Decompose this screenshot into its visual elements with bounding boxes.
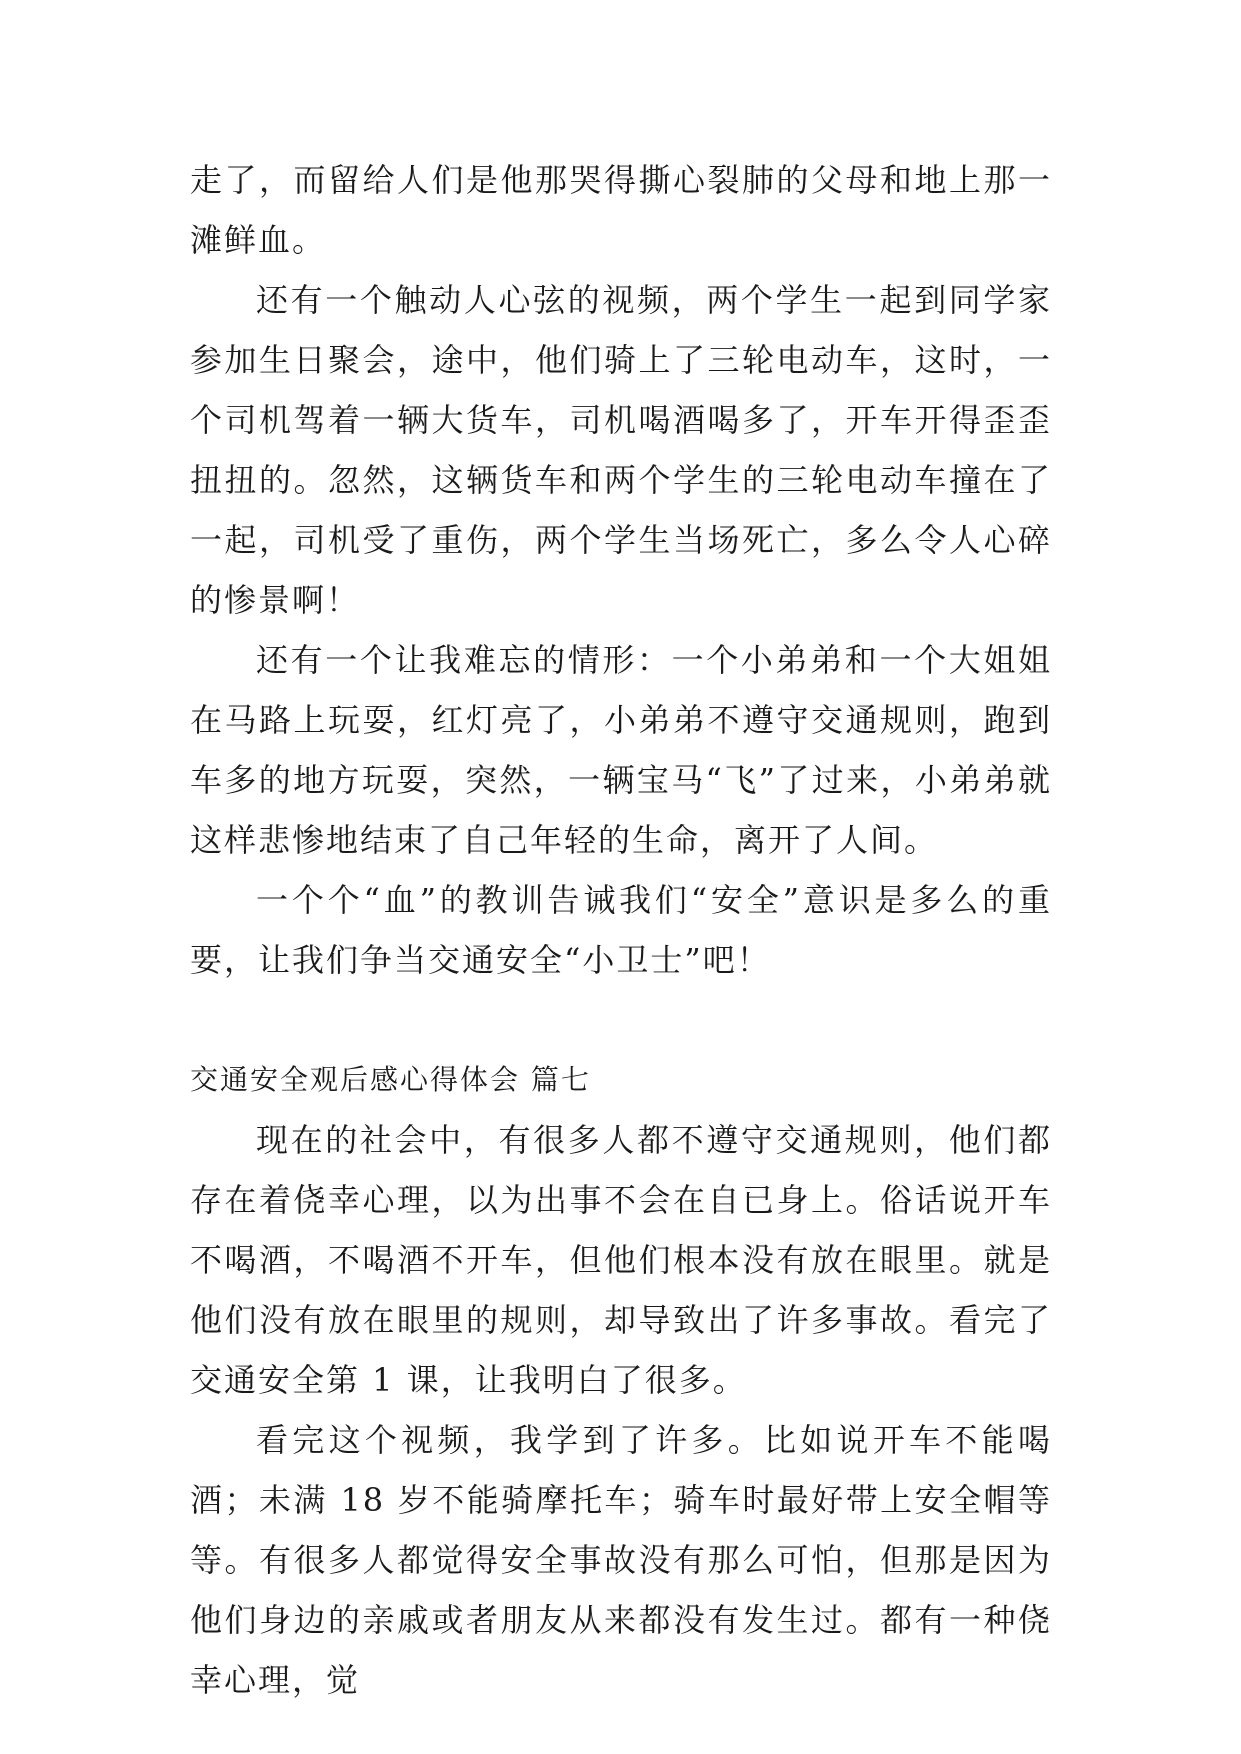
paragraph-continuation: 走了，而留给人们是他那哭得撕心裂肺的父母和地上那一滩鲜血。	[190, 161, 1052, 259]
paragraph-society: 现在的社会中，有很多人都不遵守交通规则，他们都存在着侥幸心理，以为出事不会在自已身上。俗话说开车不喝酒，不喝酒不开车，但他们根本没有放在眼里。就是他们没有放在眼里的规则，却导致出了许多事故。看完了交通安全第 1 课，让我明白了很多。	[190, 1121, 1052, 1399]
paragraph-lesson: 一个个“血”的教训告诫我们“安全”意识是多么的重要，让我们争当交通安全“小卫士”吧！	[190, 881, 1052, 979]
section-heading: 交通安全观后感心得体会 篇七	[190, 1063, 591, 1096]
paragraph-learned: 看完这个视频，我学到了许多。比如说开车不能喝酒；未满 18 岁不能骑摩托车；骑车时最好带上安全帽等等。有很多人都觉得安全事故没有那么可怕，但那是因为他们身边的亲戚或者朋友从来都没有发生过。都有一种侥幸心理，觉	[190, 1421, 1052, 1699]
document-body	[190, 150, 1052, 1710]
paragraph-memorable-scene: 还有一个让我难忘的情形：一个小弟弟和一个大姐姐在马路上玩耍，红灯亮了，小弟弟不遵守交通规则，跑到车多的地方玩耍，突然，一辆宝马“飞”了过来，小弟弟就这样悲惨地结束了自己年轻的生命，离开了人间。	[190, 641, 1052, 859]
paragraph-video-story: 还有一个触动人心弦的视频，两个学生一起到同学家参加生日聚会，途中，他们骑上了三轮电动车，这时，一个司机驾着一辆大货车，司机喝酒喝多了，开车开得歪歪扭扭的。忽然，这辆货车和两个学生的三轮电动车撞在了一起，司机受了重伤，两个学生当场死亡，多么令人心碎的惨景啊！	[190, 281, 1052, 619]
